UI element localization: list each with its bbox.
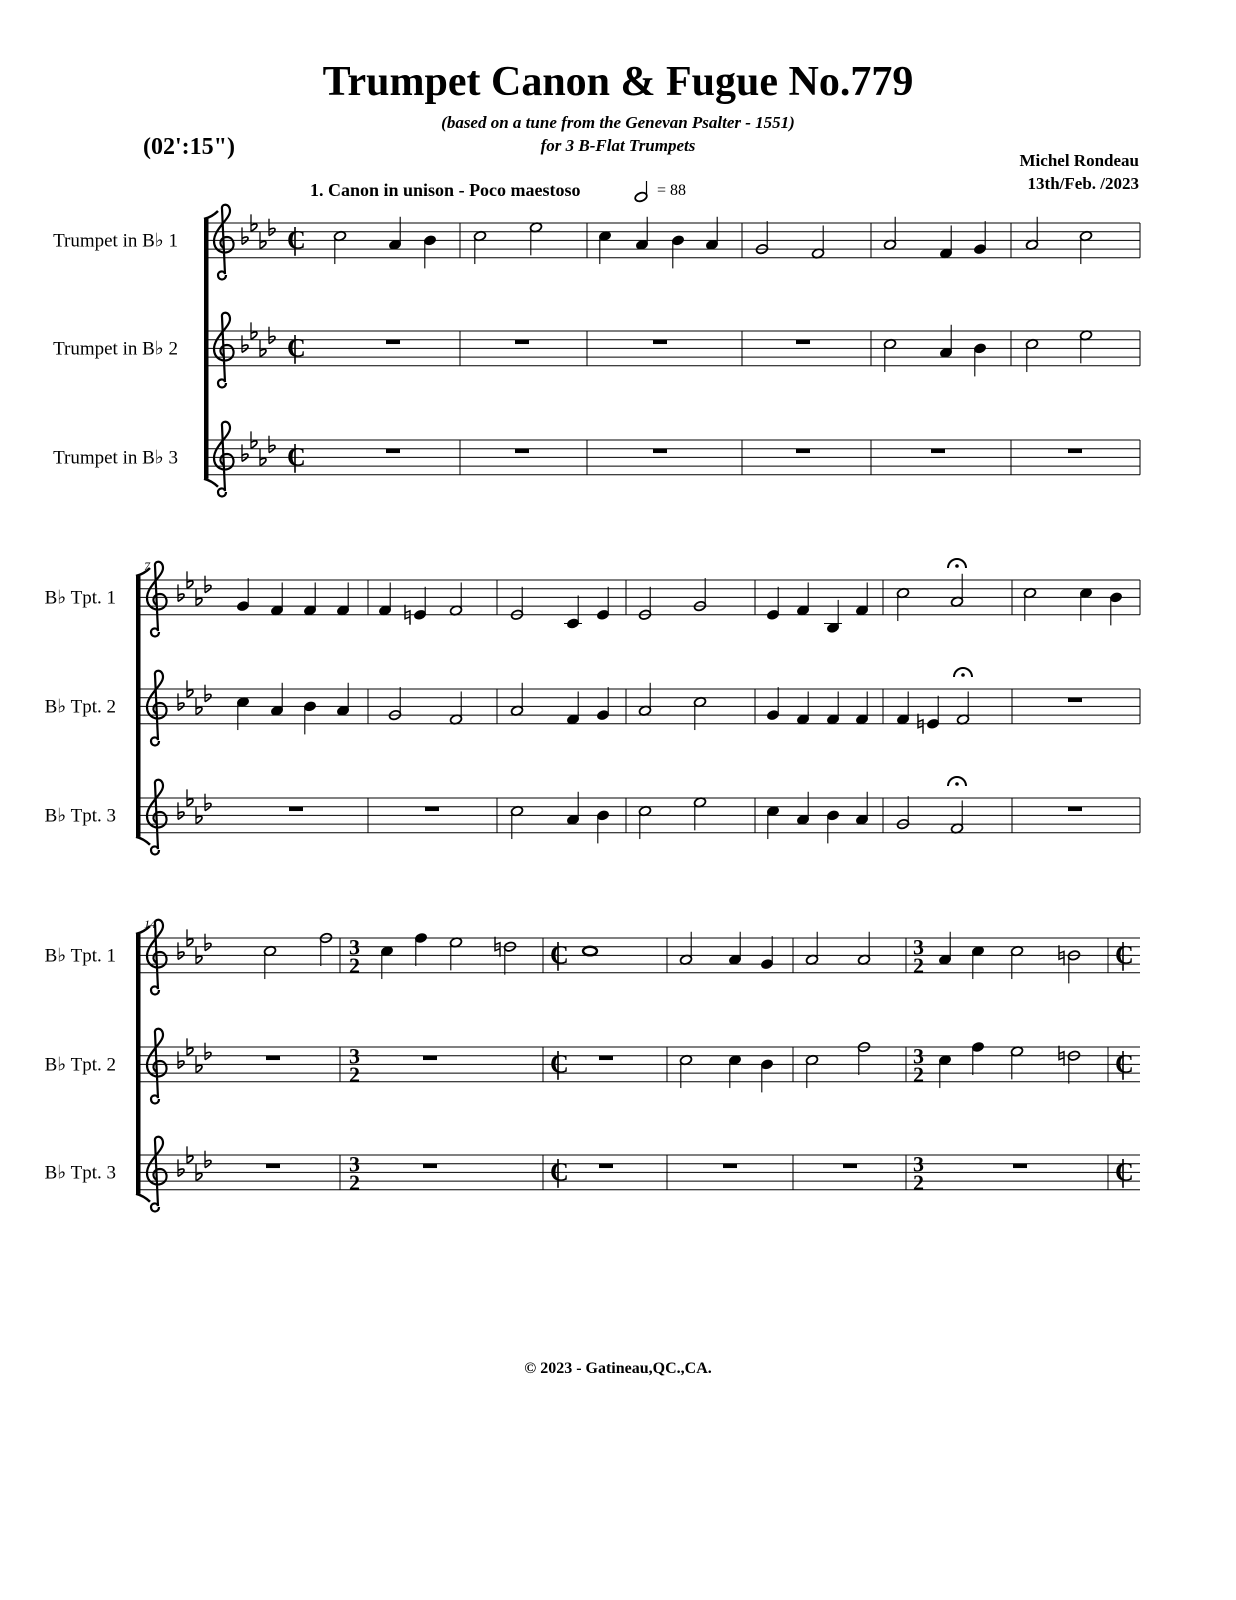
instrument-name: Trumpet in B♭ 3 [53, 447, 178, 469]
half-note [1010, 945, 1023, 979]
whole-rest [266, 1056, 280, 1060]
quarter-note [336, 582, 349, 616]
half-note [1025, 217, 1038, 251]
quarter-note [336, 683, 349, 717]
quarter-note [971, 1041, 984, 1075]
svg-text:C: C [550, 1049, 569, 1079]
quarter-note [766, 587, 779, 621]
whole-rest [723, 1164, 737, 1168]
quarter-note [671, 235, 684, 269]
time-signature-3-2 [349, 1151, 360, 1194]
quarter-note [1079, 587, 1092, 621]
quarter-note [973, 343, 986, 377]
quarter-note [596, 810, 609, 844]
quarter-note [760, 1059, 773, 1093]
cut-time-icon [1115, 940, 1134, 970]
instrument-name: B♭ Tpt. 2 [44, 696, 116, 718]
half-note [805, 932, 818, 966]
measure-number: 7 [144, 559, 150, 573]
svg-text:C: C [550, 1157, 569, 1187]
quarter-note [236, 696, 249, 730]
half-note [1023, 587, 1036, 621]
half-note [388, 687, 401, 721]
treble-clef-icon [214, 205, 234, 280]
quarter-note [635, 217, 648, 251]
cut-time-icon [287, 225, 306, 255]
half-note [805, 1054, 818, 1088]
quarter-note [566, 691, 579, 725]
svg-text:C: C [1115, 1157, 1134, 1187]
svg-text:3: 3 [349, 934, 360, 960]
svg-text:2: 2 [349, 952, 360, 978]
quarter-note [796, 792, 809, 826]
half-note [263, 945, 276, 979]
time-signature-3-2 [913, 1151, 924, 1194]
half-note [679, 1054, 692, 1088]
svg-text:2: 2 [913, 952, 924, 978]
svg-text:2: 2 [349, 1061, 360, 1087]
quarter-note [971, 945, 984, 979]
quarter-note [796, 691, 809, 725]
quarter-note [564, 596, 582, 630]
cut-time-icon [550, 1157, 569, 1187]
cut-time-icon [1115, 1049, 1134, 1079]
whole-rest [931, 449, 945, 453]
quarter-note [939, 225, 952, 259]
whole-rest [423, 1056, 437, 1060]
half-note [449, 691, 462, 725]
half-note [883, 217, 896, 251]
time-signature-3-2 [913, 1043, 924, 1086]
subtitle: (based on a tune from the Genevan Psalter - 1551) [441, 113, 795, 132]
duration: (02':15") [143, 134, 235, 160]
svg-text:C: C [550, 940, 569, 970]
whole-note [583, 947, 597, 956]
whole-rest [1068, 449, 1082, 453]
half-note [857, 932, 870, 966]
svg-text:C: C [1115, 1049, 1134, 1079]
tempo-marking: 1. Canon in unison - Poco maestoso [310, 180, 581, 200]
quarter-note [826, 691, 839, 725]
whole-rest [515, 340, 529, 344]
half-note [529, 222, 542, 256]
quarter-note [855, 691, 868, 725]
svg-text:3: 3 [913, 934, 924, 960]
time-signature-3-2 [349, 1043, 360, 1086]
cut-time-icon [287, 333, 306, 363]
half-note [1079, 330, 1092, 364]
whole-rest [599, 1164, 613, 1168]
time-signature-3-2 [349, 934, 360, 977]
half-note [693, 578, 706, 612]
quarter-note [938, 932, 951, 966]
half-note [473, 230, 486, 264]
half-note [449, 937, 462, 971]
composer: Michel Rondeau [1019, 151, 1139, 170]
quarter-note [796, 582, 809, 616]
whole-rest [1068, 807, 1082, 811]
half-note [693, 797, 706, 831]
quarter-note [303, 582, 316, 616]
quarter-note [855, 582, 868, 616]
svg-text:2: 2 [913, 1061, 924, 1087]
half-note [1025, 338, 1038, 372]
whole-rest [423, 1164, 437, 1168]
instrument-name: B♭ Tpt. 1 [44, 587, 116, 609]
copyright: © 2023 - Gatineau,QC.,CA. [524, 1360, 712, 1377]
half-note [638, 587, 651, 621]
cut-time-icon [287, 442, 306, 472]
whole-rest [1013, 1164, 1027, 1168]
half-note [811, 225, 824, 259]
quarter-note [236, 578, 249, 612]
whole-rest [386, 340, 400, 344]
half-note [638, 805, 651, 839]
quarter-note [380, 945, 393, 979]
svg-text:C: C [287, 333, 306, 363]
quarter-note [388, 217, 401, 251]
treble-clef-icon [147, 671, 167, 746]
composition-date: 13th/Feb. /2023 [1027, 174, 1139, 193]
svg-text:C: C [1115, 940, 1134, 970]
quarter-note [938, 1054, 951, 1088]
whole-rest [843, 1164, 857, 1168]
quarter-note [939, 325, 952, 359]
quarter-note [270, 683, 283, 717]
quarter-note [766, 687, 779, 721]
quarter-note [973, 221, 986, 255]
half-note [510, 805, 523, 839]
instrumentation-subtitle: for 3 B-Flat Trumpets [540, 136, 696, 155]
cut-time-icon [550, 940, 569, 970]
quarter-note [270, 582, 283, 616]
half-note [896, 796, 909, 830]
whole-rest [289, 807, 303, 811]
half-note [948, 559, 966, 607]
half-note [693, 696, 706, 730]
instrument-name: Trumpet in B♭ 1 [53, 230, 178, 252]
half-note [333, 230, 346, 264]
svg-text:3: 3 [913, 1043, 924, 1069]
quarter-note [423, 235, 436, 269]
half-note [319, 932, 332, 966]
half-note [449, 582, 462, 616]
half-note [954, 668, 972, 725]
tempo-value: = 88 [657, 182, 687, 199]
svg-text:C: C [287, 442, 306, 472]
whole-rest [425, 807, 439, 811]
quarter-note [760, 936, 773, 970]
quarter-note [855, 792, 868, 826]
quarter-note [414, 932, 427, 966]
svg-text:3: 3 [349, 1043, 360, 1069]
time-signature-3-2 [913, 934, 924, 977]
svg-text:2: 2 [349, 1169, 360, 1195]
svg-text:3: 3 [913, 1151, 924, 1177]
quarter-note [598, 230, 611, 264]
quarter-note [728, 1054, 741, 1088]
half-note [510, 683, 523, 717]
whole-rest [515, 449, 529, 453]
quarter-note [896, 691, 909, 725]
quarter-note [728, 932, 741, 966]
quarter-note [766, 805, 779, 839]
instrument-name: B♭ Tpt. 3 [44, 805, 116, 827]
half-note [857, 1041, 870, 1075]
treble-clef-icon [147, 1029, 167, 1104]
whole-rest [599, 1056, 613, 1060]
half-note [948, 777, 966, 834]
half-note [638, 683, 651, 717]
whole-rest [653, 449, 667, 453]
treble-clef-icon [214, 313, 234, 388]
half-note [1079, 230, 1092, 264]
page-title: Trumpet Canon & Fugue No.779 [322, 59, 914, 105]
instrument-name: B♭ Tpt. 2 [44, 1054, 116, 1076]
whole-rest [386, 449, 400, 453]
quarter-note [303, 701, 316, 735]
instrument-name: B♭ Tpt. 1 [44, 945, 116, 967]
half-note [679, 932, 692, 966]
whole-rest [653, 340, 667, 344]
svg-text:C: C [287, 225, 306, 255]
quarter-note [596, 587, 609, 621]
half-note [510, 587, 523, 621]
cut-time-icon [550, 1049, 569, 1079]
instrument-name: Trumpet in B♭ 2 [53, 338, 178, 360]
half-note [896, 587, 909, 621]
quarter-note [824, 600, 842, 634]
svg-text:2: 2 [913, 1169, 924, 1195]
cut-time-icon [1115, 1157, 1134, 1187]
quarter-note [378, 582, 391, 616]
quarter-note [826, 810, 839, 844]
half-note [883, 338, 896, 372]
instrument-name: B♭ Tpt. 3 [44, 1162, 116, 1184]
whole-rest [796, 449, 810, 453]
whole-rest [266, 1164, 280, 1168]
svg-text:3: 3 [349, 1151, 360, 1177]
whole-rest [1068, 698, 1082, 702]
half-note [755, 221, 768, 255]
quarter-note [596, 687, 609, 721]
quarter-note [1109, 592, 1122, 626]
quarter-note [566, 792, 579, 826]
half-note [1010, 1046, 1023, 1080]
whole-rest [796, 340, 810, 344]
quarter-note [705, 217, 718, 251]
measure-number: 14 [144, 917, 156, 931]
